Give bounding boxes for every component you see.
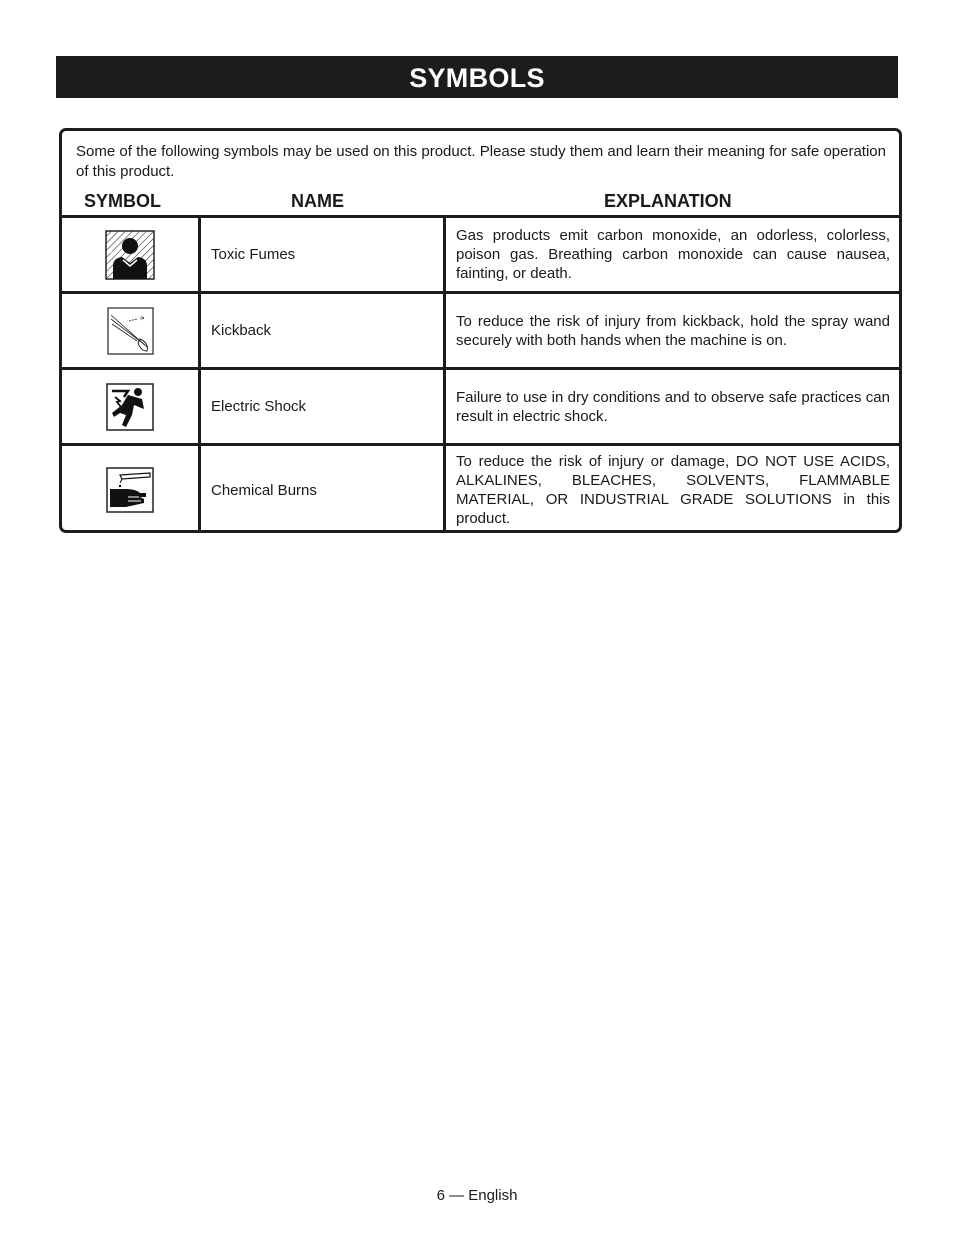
column-header-explanation: EXPLANATION — [604, 191, 732, 211]
explanation-text: Gas products emit carbon monoxide, an odorless, colorless, poison gas. Breathing carbon monoxide can cause nausea, fainting, or death. — [456, 227, 890, 282]
symbol-explanation — [446, 218, 899, 291]
symbol-name: Electric Shock — [201, 370, 446, 443]
symbols-panel — [59, 128, 902, 533]
explanation-text: Failure to use in dry conditions and to observe safe practices can result in electric shock. — [456, 388, 890, 425]
symbol-explanation — [446, 446, 899, 533]
toxic-fumes-icon — [105, 230, 155, 280]
symbol-cell — [62, 370, 201, 443]
explanation-text: To reduce the risk of injury from kickback, hold the spray wand securely with both hands when the machine is on. — [456, 312, 890, 349]
section-title-banner: SYMBOLS — [56, 56, 898, 98]
table-row — [62, 294, 899, 370]
symbol-name: Kickback — [201, 294, 446, 367]
symbols-table — [62, 215, 899, 533]
page-footer: 6 — English — [436, 1187, 518, 1204]
kickback-icon — [107, 307, 154, 355]
symbol-name: Chemical Burns — [201, 446, 446, 533]
chemical-burns-icon — [106, 467, 154, 513]
symbol-cell — [62, 218, 201, 291]
intro-text: Some of the following symbols may be used on this product. Please study them and learn their meaning for safe operation of this product. — [76, 143, 886, 180]
column-header-symbol: SYMBOL — [84, 191, 162, 211]
electric-shock-icon — [106, 383, 154, 431]
symbol-cell — [62, 446, 201, 533]
symbol-name: Toxic Fumes — [201, 218, 446, 291]
table-row — [62, 446, 899, 533]
symbol-explanation — [446, 294, 899, 367]
table-row — [62, 218, 899, 294]
column-header-name: NAME — [291, 191, 344, 211]
table-row — [62, 370, 899, 446]
symbol-cell — [62, 294, 201, 367]
explanation-text: To reduce the risk of injury or damage, DO NOT USE ACIDS, ALKALINES, BLEACHES, SOLVENTS, FLAMMABLE MATERIAL, OR INDUSTRIAL GRADE SOLUTIONS in this product. — [456, 453, 890, 527]
symbol-explanation — [446, 370, 899, 443]
